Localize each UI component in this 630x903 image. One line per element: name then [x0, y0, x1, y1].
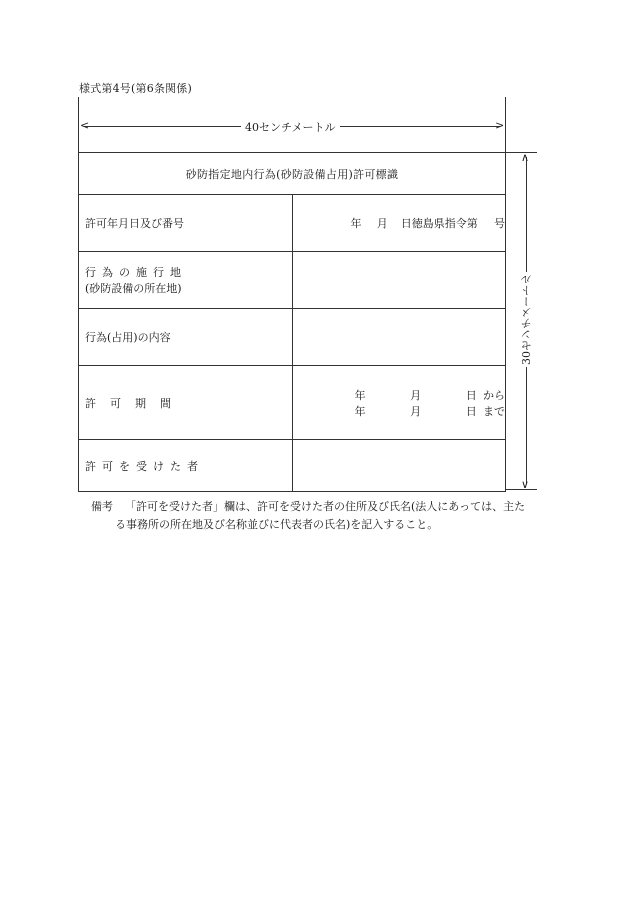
permit-sign-table: [78, 152, 506, 492]
remarks-label: 備考: [91, 500, 113, 513]
remarks-text-line1: 「許可を受けた者」欄は、許可を受けた者の住所及び氏名(法人にあっては、主た: [125, 500, 526, 513]
permit-date-number-label: 許可年月日及び番号: [79, 195, 293, 252]
arrow-up-icon: ∧: [521, 151, 530, 164]
table-title: 砂防指定地内行為(砂防設備占用)許可標識: [79, 153, 506, 195]
period-value: [292, 366, 506, 440]
to-month-unit: 月: [410, 404, 422, 418]
content-value: [292, 309, 506, 366]
location-value: [292, 252, 506, 309]
period-label: 許可期間: [79, 366, 293, 440]
form-number: 様式第4号(第6条関係): [79, 82, 192, 95]
width-guide-left: [78, 97, 79, 153]
height-dimension-label: 30センチメートル: [520, 274, 533, 365]
recipient-label: 許可を受けた者: [79, 440, 293, 492]
remarks-line1: [91, 498, 561, 516]
dai-unit: 第: [466, 217, 478, 230]
to-day-unit: 日: [465, 404, 477, 418]
to-year-unit: 年: [354, 404, 366, 418]
from-month-unit: 月: [410, 388, 422, 402]
permit-date-number-row: [79, 195, 506, 252]
location-label-line2: (砂防設備の所在地): [85, 282, 182, 295]
width-dimension-label: 40センチメートル: [241, 119, 340, 135]
location-label-line1: 行為の施行地: [85, 266, 187, 279]
arrow-left-icon: <: [80, 119, 90, 132]
remarks: [91, 498, 561, 534]
arrow-right-icon: >: [495, 119, 505, 132]
period-row: [79, 366, 506, 440]
location-label: [79, 252, 293, 309]
from-year-unit: 年: [354, 388, 366, 402]
month-unit: 月: [376, 217, 388, 230]
recipient-value: [292, 440, 506, 492]
period-to: [293, 403, 506, 419]
from-suffix: から: [483, 388, 506, 402]
year-unit: 年: [350, 217, 362, 230]
content-row: [79, 309, 506, 366]
from-day-unit: 日: [465, 388, 477, 402]
content-label: 行為(占用)の内容: [79, 309, 293, 366]
period-from: [293, 387, 506, 403]
to-suffix: まで: [483, 404, 506, 418]
issuer-text: 徳島県指令: [411, 217, 467, 230]
table-title-row: [79, 153, 506, 195]
recipient-row: [79, 440, 506, 492]
day-unit: 日: [400, 217, 412, 230]
remarks-text-line2: る事務所の所在地及び名称並びに代表者の氏名)を記入すること。: [115, 518, 439, 531]
arrow-down-icon: ∨: [521, 478, 530, 491]
gou-unit: 号: [494, 217, 505, 230]
location-row: [79, 252, 506, 309]
width-guide-right: [505, 97, 506, 153]
permit-date-number-value: [292, 195, 506, 252]
